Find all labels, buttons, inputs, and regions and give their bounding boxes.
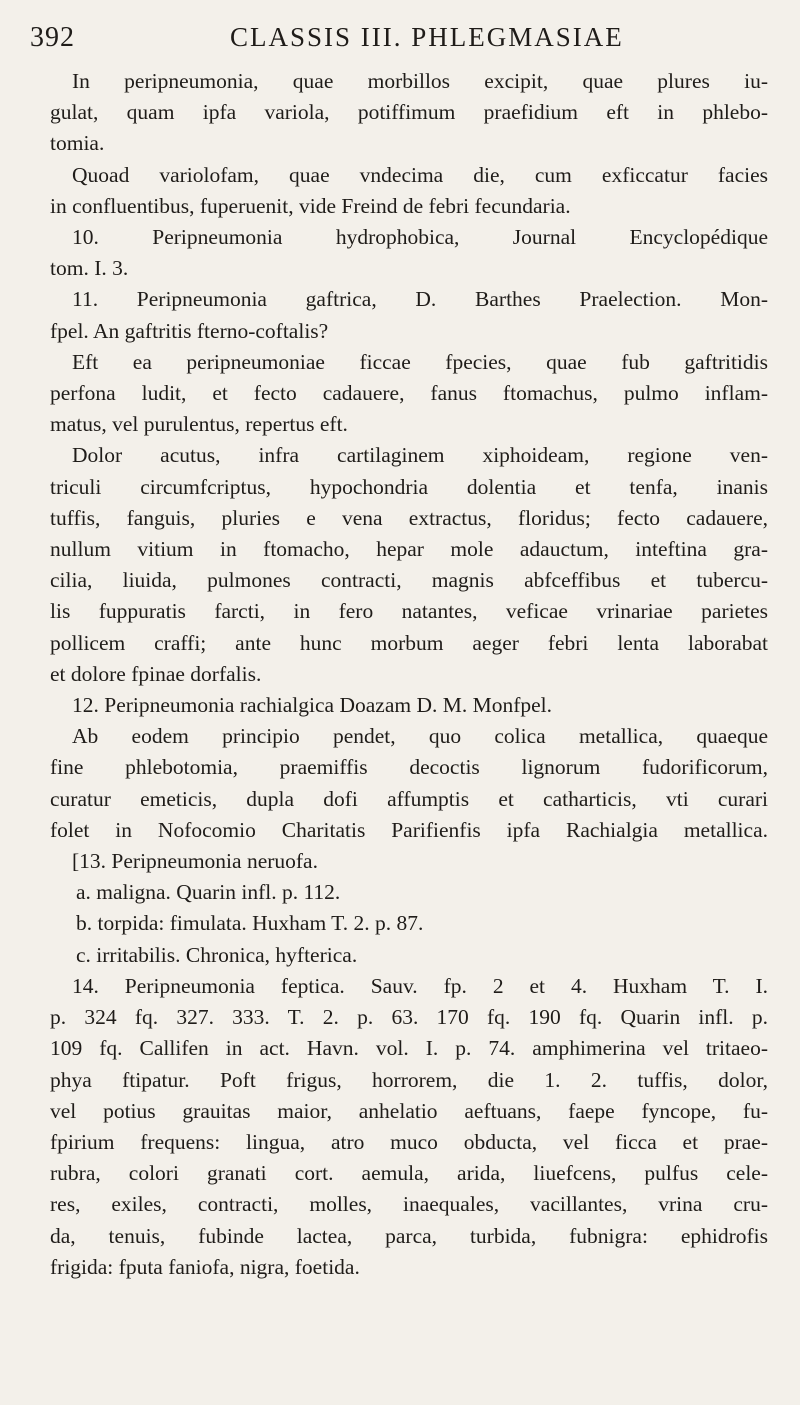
text-line: vel potius grauitas maior, anhelatio aeftuans, faepe fyncope, fu-: [50, 1098, 768, 1123]
text-line: c. irritabilis. Chronica, hyfterica.: [76, 942, 358, 967]
text-line: in confluentibus, fuperuenit, vide Freind de febri fecundaria.: [50, 193, 571, 218]
text-line: p. 324 fq. 327. 333. T. 2. p. 63. 170 fq. 190 fq. Quarin infl. p.: [50, 1005, 768, 1030]
text-line: 109 fq. Callifen in act. Havn. vol. I. p. 74. amphimerina vel tritaeo-: [50, 1036, 768, 1061]
text-line: pollicem craffi; ante hunc morbum aeger febri lenta laborabat: [50, 630, 768, 655]
text-line: fpirium frequens: lingua, atro muco obducta, vel ficca et prae-: [50, 1129, 768, 1154]
text-line: tom. I. 3.: [50, 256, 129, 281]
text-line: triculi circumfcriptus, hypochondria dolentia et tenfa, inanis: [50, 474, 768, 499]
text-line: phya ftipatur. Poft frigus, horrorem, die 1. 2. tuffis, dolor,: [50, 1067, 768, 1092]
text-line: Ab eodem principio pendet, quo colica metallica, quaeque: [72, 724, 768, 749]
text-line: matus, vel purulentus, repertus eft.: [50, 412, 348, 437]
page-number: 392: [30, 22, 75, 53]
text-line: b. torpida: fimulata. Huxham T. 2. p. 87.: [76, 911, 424, 936]
text-line: lis fuppuratis farcti, in fero natantes, veficae vrinariae parietes: [50, 599, 768, 624]
text-line: In peripneumonia, quae morbillos excipit, quae plures iu-: [72, 69, 768, 93]
text-line: 10. Peripneumonia hydrophobica, Journal Encyclopédique: [72, 225, 768, 250]
text-line: da, tenuis, fubinde lactea, parca, turbida, fubnigra: ephidrofis: [50, 1223, 768, 1248]
text-line: tomia.: [50, 131, 105, 156]
text-line: 11. Peripneumonia gaftrica, D. Barthes Praelection. Mon-: [72, 287, 768, 312]
text-line: [13. Peripneumonia neruofa.: [72, 849, 318, 874]
text-line: cilia, liuida, pulmones contracti, magnis abfceffibus et tubercu-: [50, 568, 768, 593]
text-line: tuffis, fanguis, pluries e vena extractus, floridus; fecto cadauere,: [50, 505, 768, 530]
text-line: rubra, colori granati cort. aemula, arida, liuefcens, pulfus cele-: [50, 1161, 768, 1186]
text-line: nullum vitium in ftomacho, hepar mole adauctum, inteftina gra-: [50, 537, 768, 562]
text-line: 12. Peripneumonia rachialgica Doazam D. M. Monfpel.: [72, 693, 553, 718]
text-line: res, exiles, contracti, molles, inaequales, vacillantes, vrina cru-: [50, 1192, 768, 1217]
text-line: a. maligna. Quarin infl. p. 112.: [76, 880, 341, 905]
page-header: [30, 18, 770, 62]
text-line: fine phlebotomia, praemiffis decoctis lignorum fudorificorum,: [50, 755, 768, 780]
text-line: Quoad variolofam, quae vndecima die, cum exficcatur facies: [72, 162, 768, 187]
text-line: et dolore fpinae dorfalis.: [50, 661, 262, 686]
text-line: Eft ea peripneumoniae ficcae fpecies, quae fub gaftritidis: [72, 349, 768, 374]
text-line: Dolor acutus, infra cartilaginem xiphoideam, regione ven-: [72, 443, 768, 468]
text-line: fpel. An gaftritis fterno-coftalis?: [50, 318, 329, 343]
body-text: [50, 66, 768, 1283]
running-title: CLASSIS III. PHLEGMASIAE: [230, 22, 624, 52]
text-line: gulat, quam ipfa variola, potiffimum praefidium eft in phlebo-: [50, 100, 768, 125]
text-line: curatur emeticis, dupla dofi affumptis et catharticis, vti curari: [50, 786, 768, 811]
text-line: folet in Nofocomio Charitatis Parifienfis ipfa Rachialgia metallica.: [50, 817, 768, 842]
text-line: 14. Peripneumonia feptica. Sauv. fp. 2 et 4. Huxham T. I.: [72, 973, 768, 998]
text-line: perfona ludit, et fecto cadauere, fanus ftomachus, pulmo inflam-: [50, 381, 768, 406]
text-line: frigida: fputa faniofa, nigra, foetida.: [50, 1254, 360, 1279]
